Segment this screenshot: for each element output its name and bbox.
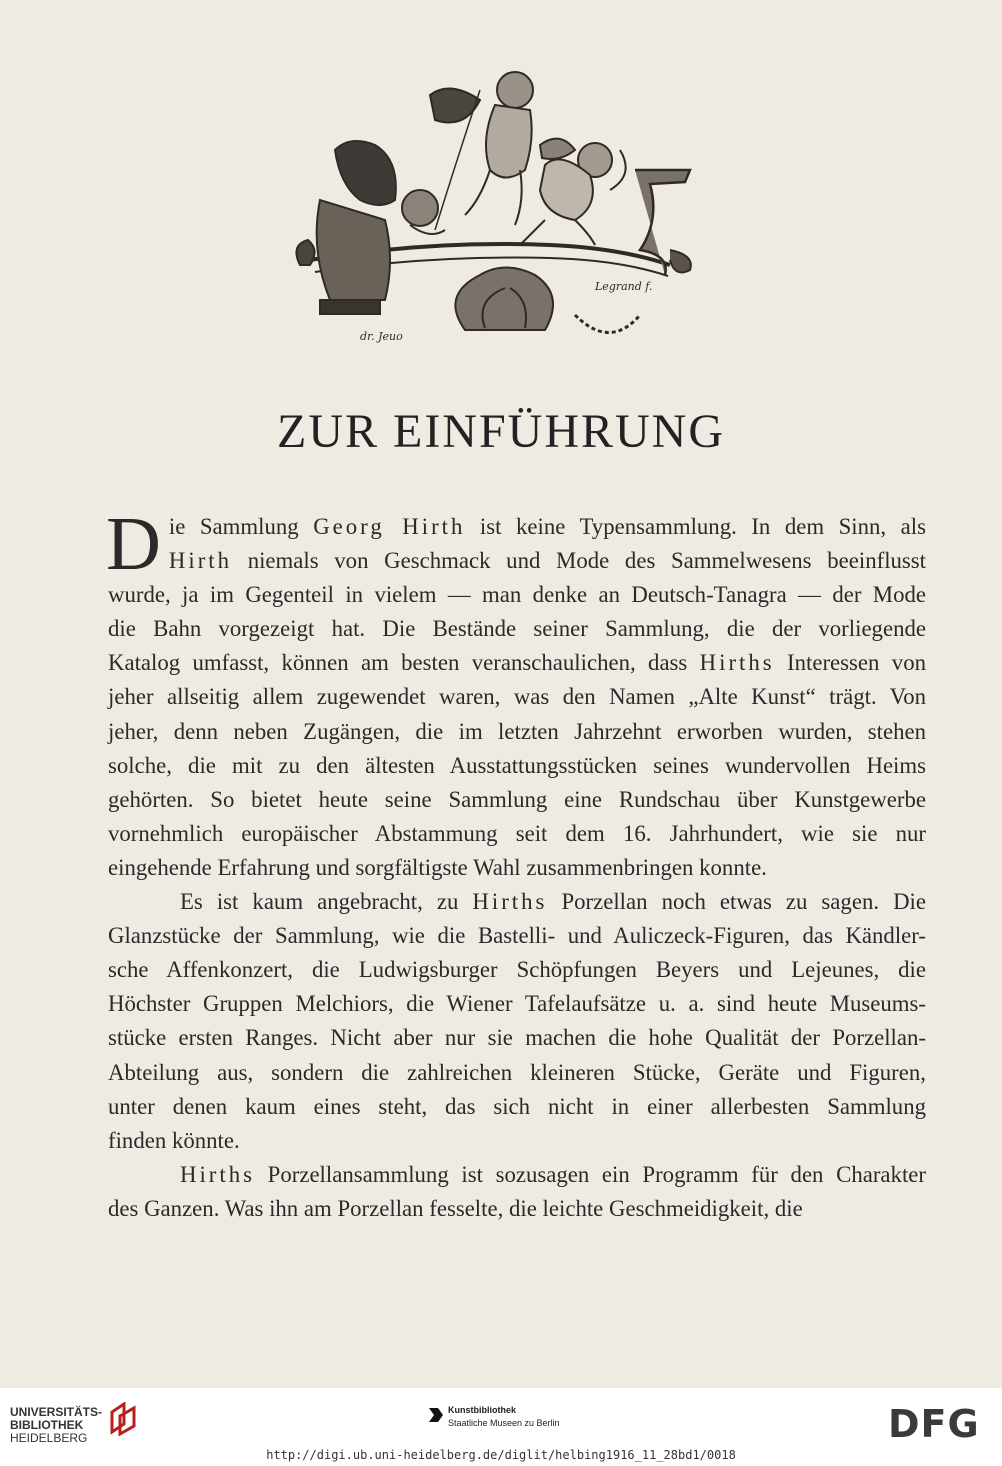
footer-bar <box>0 1388 1002 1466</box>
text-segment: Es ist kaum angebracht, zu <box>180 889 473 915</box>
text-line <box>108 612 926 646</box>
name-emphasis: Georg Hirth <box>313 514 466 539</box>
text-line <box>108 1090 926 1124</box>
text-line <box>108 783 926 817</box>
text-segment: jeher allseitig allem zugewendet waren, was den Namen „Alte Kunst“ trägt. Von <box>108 684 926 710</box>
ub-line-1: UNIVERSITÄTS- <box>10 1405 103 1419</box>
dfg-logo: DFG <box>888 1402 980 1446</box>
text-segment: ist keine Typensammlung. In dem Sinn, als <box>465 514 926 539</box>
kb-subtitle: Staatliche Museen zu Berlin <box>448 1418 560 1428</box>
text-line <box>108 1056 926 1090</box>
text-line <box>108 544 926 578</box>
ub-heidelberg-logo-icon <box>108 1402 140 1436</box>
text-segment: Interessen von <box>774 650 926 676</box>
text-segment: vornehmlich europäischer Abstammung seit dem 16. Jahrhundert, wie sie nur <box>108 820 926 846</box>
text-line <box>108 885 926 919</box>
vignette-signature-right: Legrand f. <box>595 280 653 293</box>
text-segment: niemals von Geschmack und Mode des Sammelwesens beeinflusst <box>232 548 926 574</box>
text-segment: gehörten. So bietet heute seine Sammlung eine Rundschau über Kunstgewerbe <box>108 786 926 812</box>
ub-line-2: BIBLIOTHEK <box>10 1418 84 1432</box>
page-title: ZUR EINFÜHRUNG <box>277 405 725 458</box>
text-segment: Höchster Gruppen Melchiors, die Wiener Tafelaufsätze u. a. sind heute Museums- <box>108 991 926 1017</box>
text-segment: unter denen kaum eines steht, das sich nicht in einer allerbesten Sammlung <box>108 1093 926 1119</box>
text-line <box>108 1192 926 1226</box>
text-segment: Porzellan noch etwas zu sagen. Die <box>547 889 926 915</box>
text-line <box>108 1021 926 1055</box>
vignette-signature-left: dr. Jeuo <box>360 330 403 343</box>
text-segment: finden könnte. <box>108 1127 240 1153</box>
text-segment: Porzellansammlung ist sozusagen ein Programm für den Charakter <box>255 1161 926 1187</box>
text-line <box>108 1158 926 1192</box>
body-text <box>106 502 926 1226</box>
name-emphasis: Hirth <box>168 548 233 574</box>
text-line <box>108 715 926 749</box>
text-segment: jeher, denn neben Zugängen, die im letzten Jahrzehnt erworben wurden, stehen <box>108 718 926 744</box>
name-emphasis: Hirths <box>180 1161 255 1187</box>
text-line <box>108 749 926 783</box>
text-line <box>108 646 926 680</box>
text-line <box>108 578 926 612</box>
text-segment: des Ganzen. Was ihn am Porzellan fesselte, die leichte Geschmeidigkeit, die <box>108 1195 803 1221</box>
ub-line-3: HEIDELBERG <box>10 1431 88 1445</box>
text-line <box>108 987 926 1021</box>
text-segment: Abteilung aus, sondern die zahlreichen kleineren Stücke, Geräte und Figuren, <box>108 1059 926 1085</box>
ub-heidelberg-text <box>10 1406 102 1445</box>
text-segment: ie Sammlung <box>168 514 314 539</box>
name-emphasis: Hirths <box>699 650 775 676</box>
kb-title: Kunstbibliothek <box>448 1405 516 1415</box>
text-line <box>108 851 926 885</box>
name-emphasis: Hirths <box>472 889 548 915</box>
text-segment: eingehende Erfahrung und sorgfältigste Wahl zusammenbringen konnte. <box>108 854 767 880</box>
text-segment: Glanzstücke der Sammlung, wie die Bastelli- und Auliczeck-Figuren, das Kändler- <box>108 923 926 949</box>
text-line <box>108 919 926 953</box>
drop-cap: D <box>106 502 161 586</box>
text-segment: Katalog umfasst, können am besten veranschaulichen, dass <box>108 650 700 676</box>
text-segment: sche Affenkonzert, die Ludwigsburger Schöpfungen Beyers und Lejeunes, die <box>108 957 926 983</box>
kunstbibliothek-text <box>448 1404 560 1430</box>
text-segment: die Bahn vorgezeigt hat. Die Bestände seiner Sammlung, die der vorliegende <box>108 616 926 642</box>
text-segment: solche, die mit zu den ältesten Ausstattungsstücken seines wundervollen Heims <box>108 752 926 778</box>
text-line <box>108 817 926 851</box>
kunstbibliothek-logo-icon <box>428 1406 444 1424</box>
text-line <box>108 1124 926 1158</box>
text-line <box>108 953 926 987</box>
text-segment: wurde, ja im Gegenteil in vielem — man denke an Deutsch-Tanagra — der Mode <box>108 582 926 608</box>
vignette-engraving <box>290 50 720 350</box>
permalink-url[interactable]: http://digi.ub.uni-heidelberg.de/diglit/helbing1916_11_28bd1/0018 <box>266 1448 736 1462</box>
text-segment: stücke ersten Ranges. Nicht aber nur sie machen die hohe Qualität der Porzellan- <box>108 1025 926 1051</box>
text-line <box>108 680 926 714</box>
